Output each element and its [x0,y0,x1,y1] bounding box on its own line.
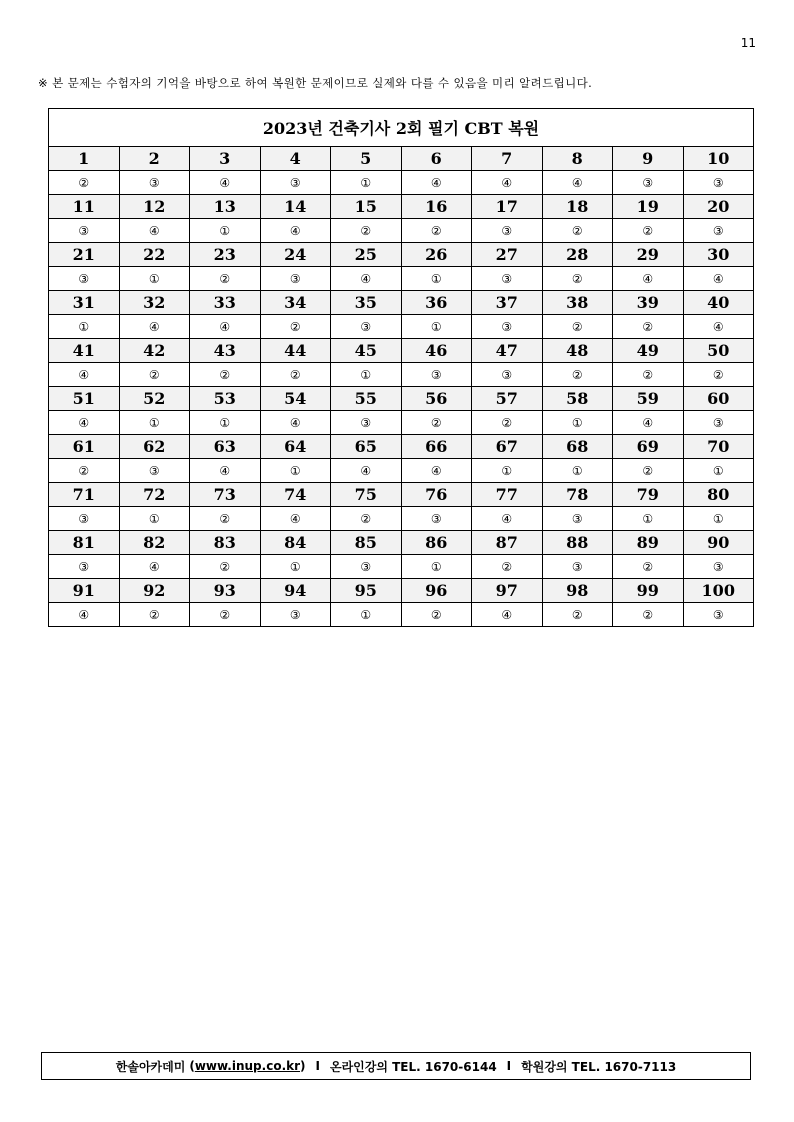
question-number-row [49,339,754,363]
answer-cell: ② [119,363,190,387]
answer-cell: ③ [472,267,543,291]
answer-row [49,507,754,531]
question-number-cell: 89 [613,531,684,555]
question-number-cell: 95 [331,579,402,603]
answer-cell: ① [49,315,120,339]
answer-cell: ① [190,219,261,243]
question-number-cell: 40 [683,291,754,315]
question-number-cell: 68 [542,435,613,459]
question-number-cell: 93 [190,579,261,603]
answer-cell: ③ [260,267,331,291]
question-number-cell: 56 [401,387,472,411]
question-number-cell: 26 [401,243,472,267]
question-number-cell: 61 [49,435,120,459]
answer-cell: ② [401,411,472,435]
answer-cell: ① [683,507,754,531]
question-number-cell: 45 [331,339,402,363]
question-number-cell: 99 [613,579,684,603]
answer-cell: ④ [613,267,684,291]
answer-cell: ③ [49,507,120,531]
answer-cell: ① [613,507,684,531]
question-number-cell: 20 [683,195,754,219]
answer-cell: ② [683,363,754,387]
question-number-row [49,195,754,219]
question-number-row [49,531,754,555]
answer-cell: ③ [49,267,120,291]
question-number-cell: 46 [401,339,472,363]
question-number-cell: 64 [260,435,331,459]
answer-cell: ④ [472,507,543,531]
answer-cell: ④ [49,411,120,435]
answer-row [49,171,754,195]
question-number-cell: 8 [542,147,613,171]
question-number-cell: 47 [472,339,543,363]
question-number-cell: 41 [49,339,120,363]
question-number-cell: 91 [49,579,120,603]
question-number-row [49,291,754,315]
question-number-cell: 90 [683,531,754,555]
answer-cell: ② [190,507,261,531]
answer-cell: ① [119,507,190,531]
question-number-cell: 24 [260,243,331,267]
answer-cell: ① [331,603,402,627]
footer-link-close: ) [300,1059,306,1073]
question-number-row [49,243,754,267]
question-number-cell: 25 [331,243,402,267]
question-number-cell: 29 [613,243,684,267]
answer-cell: ② [49,171,120,195]
answer-cell: ② [260,363,331,387]
answer-cell: ④ [472,171,543,195]
answer-cell: ④ [260,219,331,243]
answer-cell: ② [613,603,684,627]
footer-separator: I [506,1059,512,1073]
question-number-row [49,483,754,507]
answer-cell: ③ [331,315,402,339]
question-number-cell: 33 [190,291,261,315]
answer-cell: ③ [542,555,613,579]
answer-cell: ③ [472,363,543,387]
answer-cell: ③ [613,171,684,195]
question-number-cell: 19 [613,195,684,219]
question-number-cell: 52 [119,387,190,411]
question-number-cell: 69 [613,435,684,459]
answer-cell: ④ [190,315,261,339]
answer-cell: ③ [683,219,754,243]
answer-cell: ② [190,555,261,579]
answer-cell: ④ [190,171,261,195]
answer-row [49,219,754,243]
question-number-cell: 66 [401,435,472,459]
question-number-cell: 96 [401,579,472,603]
question-number-cell: 12 [119,195,190,219]
answer-cell: ④ [331,267,402,291]
question-number-cell: 94 [260,579,331,603]
question-number-cell: 35 [331,291,402,315]
question-number-cell: 3 [190,147,261,171]
question-number-cell: 84 [260,531,331,555]
answer-cell: ④ [401,171,472,195]
question-number-cell: 73 [190,483,261,507]
question-number-cell: 57 [472,387,543,411]
answer-cell: ④ [260,507,331,531]
table-title: 2023년 건축기사 2회 필기 CBT 복원 [49,109,754,147]
question-number-cell: 71 [49,483,120,507]
answer-cell: ② [542,267,613,291]
answer-cell: ② [542,219,613,243]
answer-cell: ② [542,363,613,387]
answer-cell: ③ [683,603,754,627]
answer-cell: ③ [260,603,331,627]
answer-cell: ① [119,411,190,435]
question-number-cell: 74 [260,483,331,507]
answer-cell: ① [683,459,754,483]
answer-cell: ② [613,459,684,483]
answer-cell: ① [260,459,331,483]
question-number-cell: 77 [472,483,543,507]
answer-cell: ② [613,363,684,387]
question-number-cell: 50 [683,339,754,363]
question-number-cell: 23 [190,243,261,267]
question-number-cell: 4 [260,147,331,171]
page-number: 11 [740,36,756,50]
footer-website-link[interactable]: www.inup.co.kr [194,1059,301,1073]
question-number-cell: 72 [119,483,190,507]
question-number-cell: 5 [331,147,402,171]
answer-cell: ③ [472,219,543,243]
footer-separator: I [315,1059,320,1073]
question-number-cell: 17 [472,195,543,219]
question-number-cell: 92 [119,579,190,603]
question-number-cell: 30 [683,243,754,267]
question-number-cell: 87 [472,531,543,555]
question-number-cell: 79 [613,483,684,507]
question-number-cell: 88 [542,531,613,555]
question-number-cell: 51 [49,387,120,411]
question-number-cell: 28 [542,243,613,267]
question-number-cell: 58 [542,387,613,411]
question-number-cell: 48 [542,339,613,363]
question-number-row [49,435,754,459]
answer-cell: ① [472,459,543,483]
question-number-cell: 63 [190,435,261,459]
answer-cell: ④ [472,603,543,627]
answer-cell: ① [331,171,402,195]
question-number-cell: 34 [260,291,331,315]
answer-row [49,555,754,579]
answer-cell: ① [190,411,261,435]
answer-cell: ② [49,459,120,483]
question-number-cell: 7 [472,147,543,171]
question-number-cell: 43 [190,339,261,363]
question-number-cell: 2 [119,147,190,171]
question-number-cell: 65 [331,435,402,459]
question-number-cell: 10 [683,147,754,171]
question-number-row [49,147,754,171]
question-number-row [49,387,754,411]
question-number-cell: 37 [472,291,543,315]
answer-cell: ② [190,363,261,387]
question-number-cell: 13 [190,195,261,219]
footer-academy: 한솔아카데미 [115,1059,186,1074]
notice-text: ※ 본 문제는 수험자의 기억을 바탕으로 하여 복원한 문제이므로 실제와 다를 수 있음을 미리 알려드립니다. [38,76,593,90]
question-number-cell: 54 [260,387,331,411]
question-number-cell: 82 [119,531,190,555]
answer-table [48,108,754,627]
answer-cell: ③ [49,219,120,243]
answer-cell: ② [401,603,472,627]
question-number-cell: 39 [613,291,684,315]
answer-cell: ③ [683,411,754,435]
answer-cell: ③ [683,555,754,579]
question-number-cell: 22 [119,243,190,267]
answer-cell: ④ [260,411,331,435]
answer-cell: ④ [49,603,120,627]
answer-cell: ③ [119,171,190,195]
answer-cell: ① [119,267,190,291]
answer-cell: ④ [683,315,754,339]
answer-cell: ② [190,603,261,627]
answer-cell: ③ [260,171,331,195]
question-number-cell: 62 [119,435,190,459]
footer-offline-tel: 학원강의 TEL. 1670-7113 [521,1059,677,1074]
answer-cell: ② [119,603,190,627]
question-number-cell: 6 [401,147,472,171]
question-number-cell: 100 [683,579,754,603]
answer-cell: ② [190,267,261,291]
answer-cell: ③ [683,171,754,195]
question-number-cell: 21 [49,243,120,267]
question-number-cell: 70 [683,435,754,459]
question-number-cell: 98 [542,579,613,603]
answer-cell: ② [331,219,402,243]
answer-cell: ④ [683,267,754,291]
answer-cell: ④ [613,411,684,435]
footer-link-open: ( [189,1059,195,1073]
answer-cell: ① [260,555,331,579]
question-number-cell: 75 [331,483,402,507]
answer-cell: ② [542,603,613,627]
answer-cell: ① [331,363,402,387]
question-number-cell: 60 [683,387,754,411]
answer-cell: ④ [49,363,120,387]
question-number-cell: 36 [401,291,472,315]
answer-cell: ④ [119,315,190,339]
question-number-cell: 78 [542,483,613,507]
question-number-cell: 80 [683,483,754,507]
answer-cell: ④ [119,219,190,243]
answer-cell: ③ [401,507,472,531]
answer-cell: ③ [331,411,402,435]
answer-cell: ① [542,459,613,483]
answer-cell: ② [401,219,472,243]
answer-cell: ② [613,315,684,339]
question-number-cell: 49 [613,339,684,363]
answer-row [49,459,754,483]
question-number-cell: 59 [613,387,684,411]
answer-cell: ② [613,219,684,243]
question-number-cell: 42 [119,339,190,363]
question-number-cell: 9 [613,147,684,171]
question-number-cell: 15 [331,195,402,219]
answer-cell: ② [613,555,684,579]
question-number-cell: 55 [331,387,402,411]
answer-cell: ① [542,411,613,435]
question-number-cell: 18 [542,195,613,219]
question-number-cell: 97 [472,579,543,603]
answer-cell: ② [260,315,331,339]
answer-cell: ② [542,315,613,339]
footer [41,1052,751,1080]
question-number-cell: 38 [542,291,613,315]
footer-online-tel: 온라인강의 TEL. 1670-6144 [329,1059,497,1074]
answer-cell: ③ [472,315,543,339]
question-number-cell: 31 [49,291,120,315]
question-number-cell: 81 [49,531,120,555]
question-number-cell: 86 [401,531,472,555]
question-number-row [49,579,754,603]
answer-row [49,411,754,435]
answer-row [49,603,754,627]
question-number-cell: 11 [49,195,120,219]
answer-cell: ① [401,315,472,339]
answer-cell: ④ [119,555,190,579]
question-number-cell: 44 [260,339,331,363]
answer-cell: ② [472,555,543,579]
answer-cell: ③ [401,363,472,387]
question-number-cell: 16 [401,195,472,219]
answer-cell: ④ [401,459,472,483]
answer-cell: ② [472,411,543,435]
answer-cell: ④ [542,171,613,195]
question-number-cell: 76 [401,483,472,507]
question-number-cell: 53 [190,387,261,411]
answer-cell: ① [401,555,472,579]
answer-table-body [49,147,754,627]
answer-row [49,315,754,339]
answer-cell: ③ [49,555,120,579]
question-number-cell: 32 [119,291,190,315]
answer-cell: ④ [331,459,402,483]
answer-cell: ③ [542,507,613,531]
question-number-cell: 85 [331,531,402,555]
question-number-cell: 27 [472,243,543,267]
answer-cell: ③ [119,459,190,483]
answer-cell: ④ [190,459,261,483]
question-number-cell: 83 [190,531,261,555]
answer-cell: ① [401,267,472,291]
answer-cell: ② [331,507,402,531]
question-number-cell: 14 [260,195,331,219]
answer-row [49,267,754,291]
question-number-cell: 67 [472,435,543,459]
answer-row [49,363,754,387]
answer-cell: ③ [331,555,402,579]
question-number-cell: 1 [49,147,120,171]
